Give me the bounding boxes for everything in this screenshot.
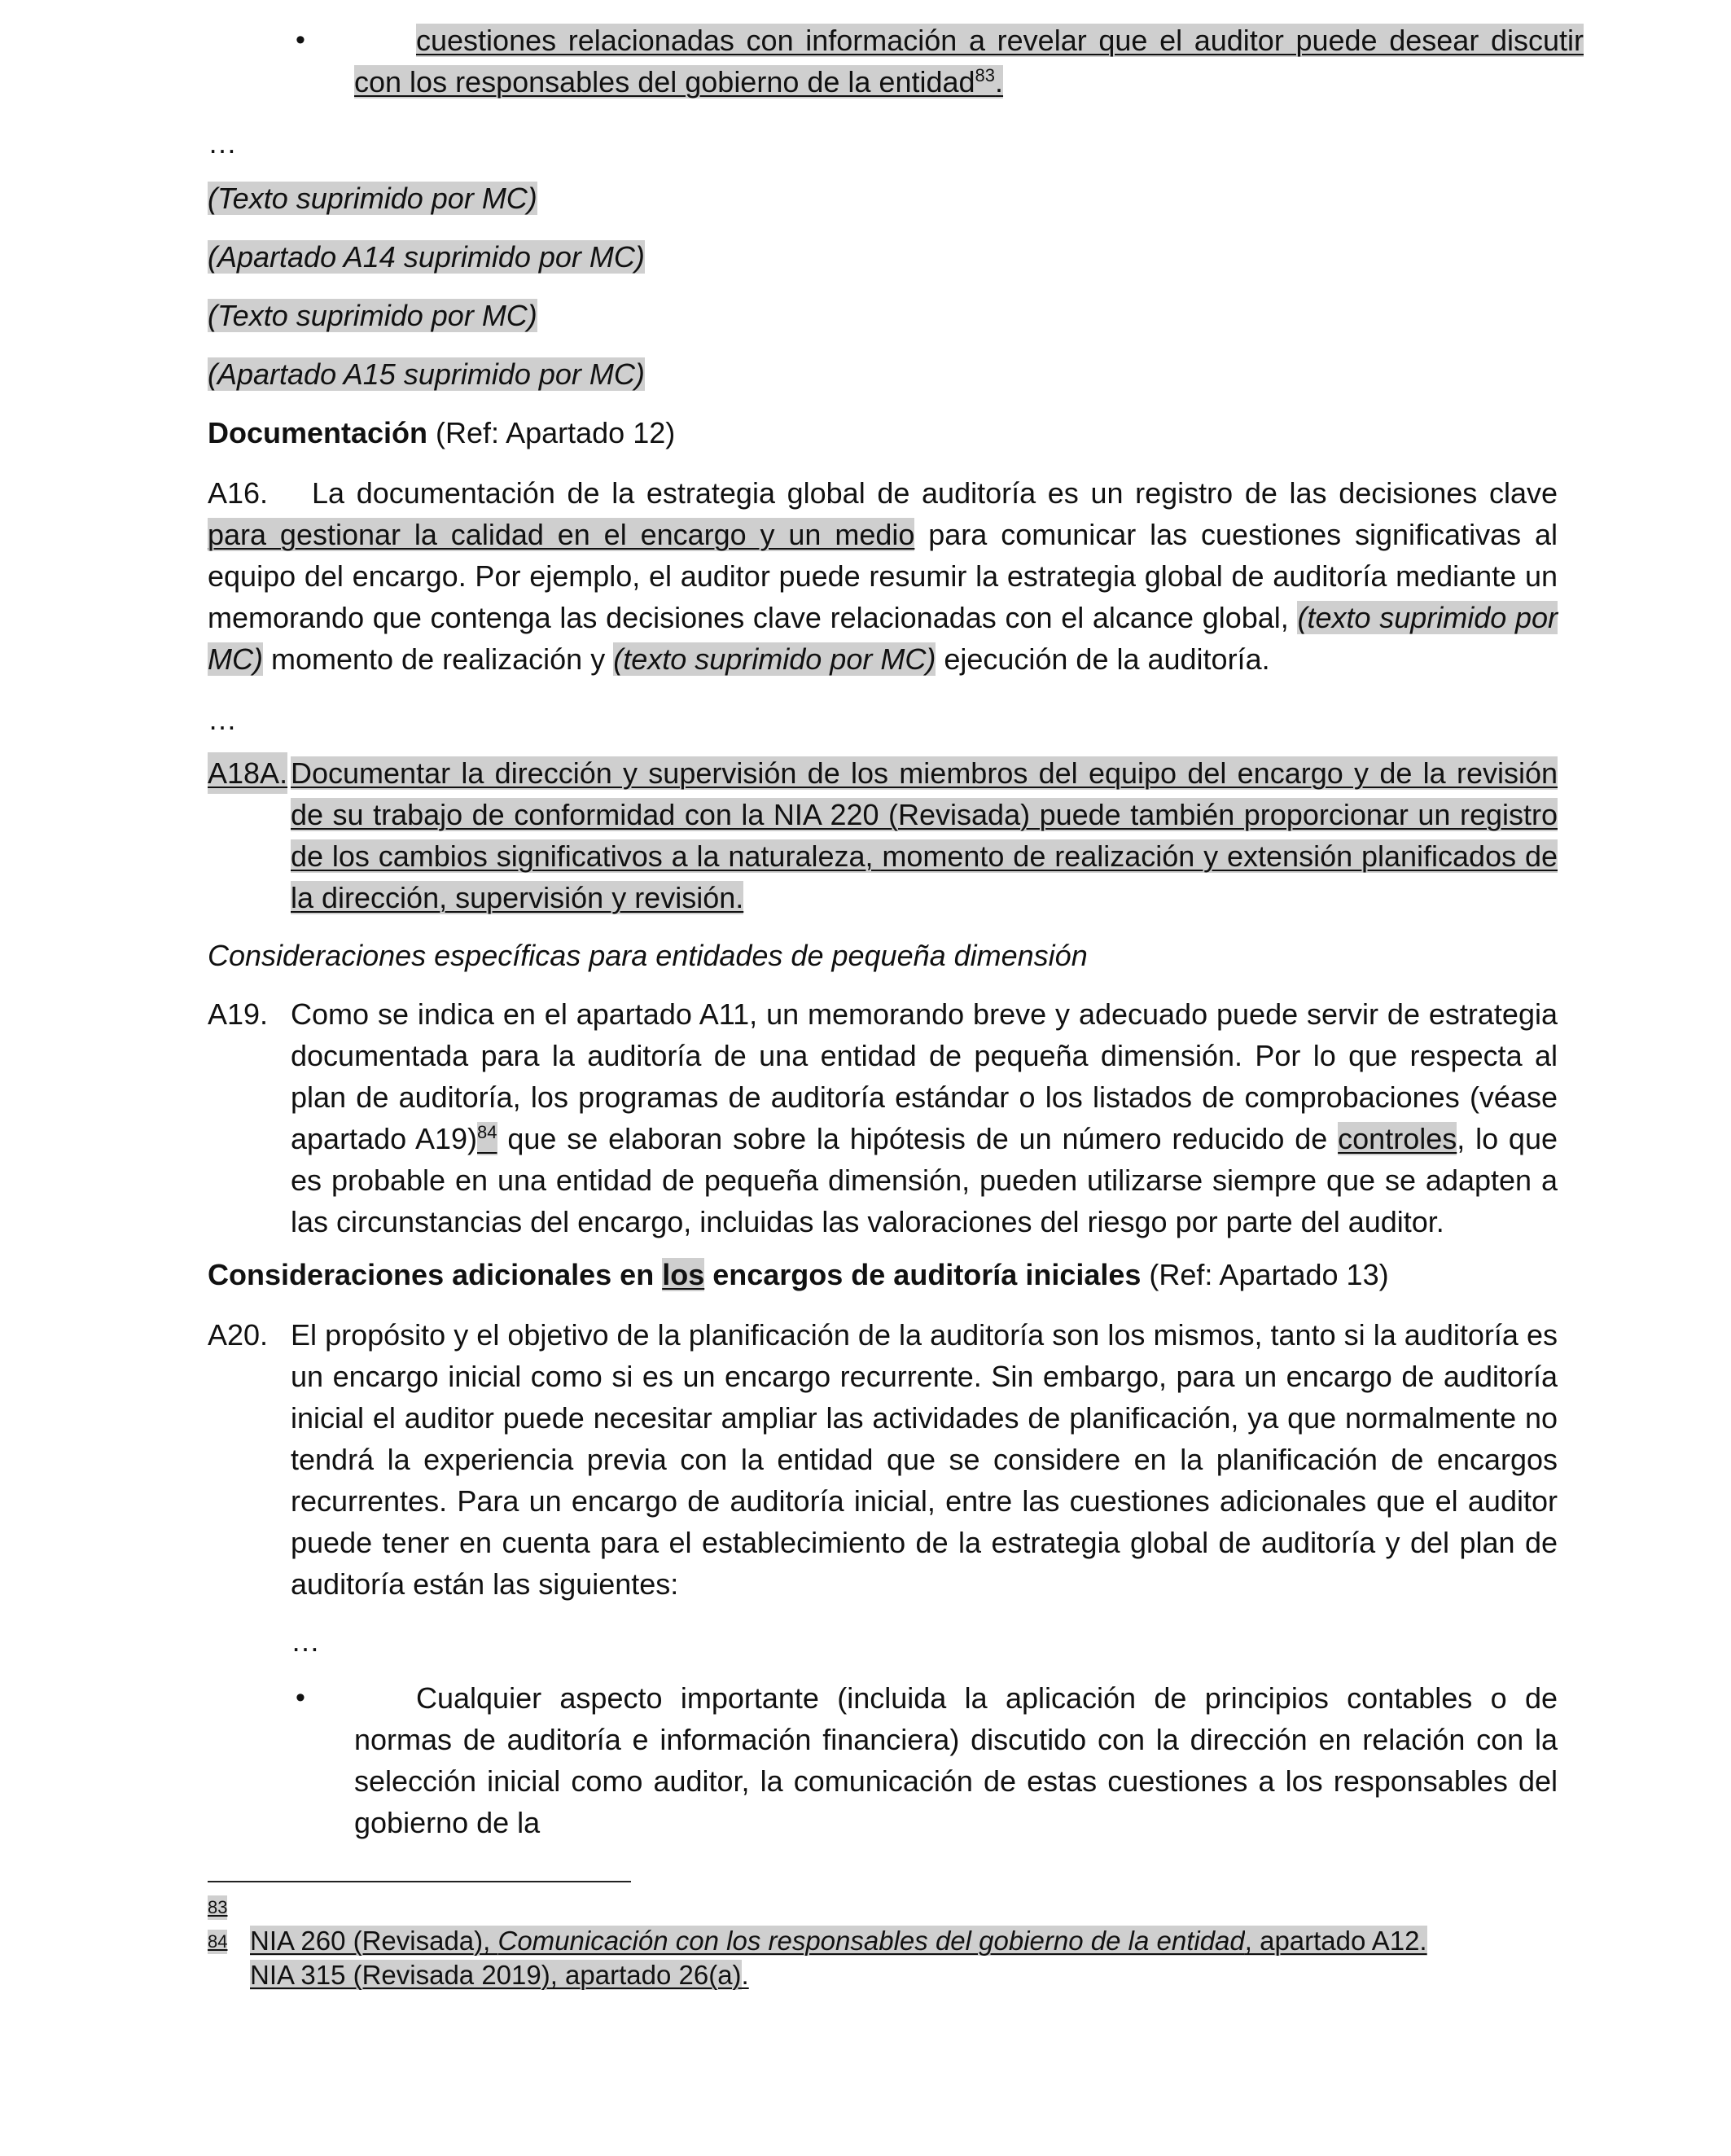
section-heading-initial-engagements: Consideraciones adicionales en los encargos de auditoría iniciales (Ref: Apartado 13) [208, 1258, 1389, 1291]
footnote-84: NIA 315 (Revisada 2019), apartado 26(a). [250, 1960, 749, 1990]
footnote-separator [208, 1881, 631, 1882]
paragraph-a16: A16. La documentación de la estrategia global de auditoría es un registro de las decisiones clave para gestionar la calidad en el encargo y un medio para comunicar las cuestiones significativas al equipo del encargo. Por ejemplo, el auditor puede resumir la estrategia global de auditoría mediante un memorando que contenga las decisiones clave relacionadas con el alcance global, (texto suprimido por MC) momento de realización y (texto suprimido por MC) ejecución de la auditoría. [208, 472, 1558, 680]
bullet-marker: • [296, 24, 305, 55]
paragraph-a19: Como se indica en el apartado A11, un memorando breve y adecuado puede servir de estrategia documentada para la auditoría de una entidad de pequeña dimensión. Por lo que respecta al plan de auditoría, los programas de auditoría estándar o los listados de comprobaciones (véase apartado A19)$^{84}$ que se elaboran sobre la hipótesis de un número reducido de controles, lo que es probable en una entidad de pequeña dimensión, pueden utilizarse siempre que se adapten a las circunstancias del encargo, incluidas las valoraciones del riesgo por parte del auditor. [291, 997, 1558, 1238]
deleted-text-line: (Texto suprimido por MC) [208, 182, 537, 215]
ellipsis: … [291, 1624, 320, 1658]
paragraph-number: A16. [208, 476, 269, 510]
paragraph-number: A20. [208, 1318, 269, 1352]
paragraph-a18a: Documentar la dirección y supervisión de los miembros del equipo del encargo y de la revisión de su trabajo de conformidad con la NIA 220 (Revisada) puede también proporcionar un registro de los cambios significativos a la naturaleza, momento de realización y extensión planificados de la dirección, supervisión y revisión. [291, 756, 1558, 914]
footnote-number: 83 [208, 1895, 227, 1920]
bottom-bullet-text: Cualquier aspecto importante (incluida la aplicación de principios contables o de normas de auditoría e información financiera) discutido con la dirección en relación con la selección inicial como auditor, la comunicación de estas cuestiones a los responsables del gobierno de la [354, 1681, 1558, 1839]
subsection-heading-small-entities: Consideraciones específicas para entidades de pequeña dimensión [208, 939, 1088, 972]
bullet-marker: • [296, 1682, 305, 1713]
footnote-83: NIA 260 (Revisada), Comunicación con los responsables del gobierno de la entidad, apartado A12. [250, 1926, 1427, 1956]
top-bullet-text: cuestiones relacionadas con información a revelar que el auditor puede desear discutir con los responsables del gobierno de la entidad$^{83}$. [354, 24, 1584, 99]
paragraph-number: A19. [208, 997, 269, 1031]
paragraph-number: A18A. [208, 752, 287, 794]
ellipsis: … [208, 126, 237, 160]
deleted-paragraph-line: (Apartado A14 suprimido por MC) [208, 240, 645, 274]
deleted-text-line: (Texto suprimido por MC) [208, 299, 537, 332]
footnote-number: 84 [208, 1930, 227, 1954]
ellipsis: … [208, 703, 237, 736]
section-heading-documentacion: Documentación (Ref: Apartado 12) [208, 416, 676, 449]
deleted-paragraph-line: (Apartado A15 suprimido por MC) [208, 357, 645, 391]
paragraph-a20: El propósito y el objetivo de la planificación de la auditoría son los mismos, tanto si la auditoría es un encargo inicial como si es un encargo recurrente. Sin embargo, para un encargo de auditoría inicial el auditor puede necesitar ampliar las actividades de planificación, ya que normalmente no tendrá la experiencia previa con la entidad que se considere en la planificación de encargos recurrentes. Para un encargo de auditoría inicial, entre las cuestiones adicionales que el auditor puede tener en cuenta para el establecimiento de la estrategia global de auditoría y del plan de auditoría están las siguientes: [291, 1318, 1558, 1601]
